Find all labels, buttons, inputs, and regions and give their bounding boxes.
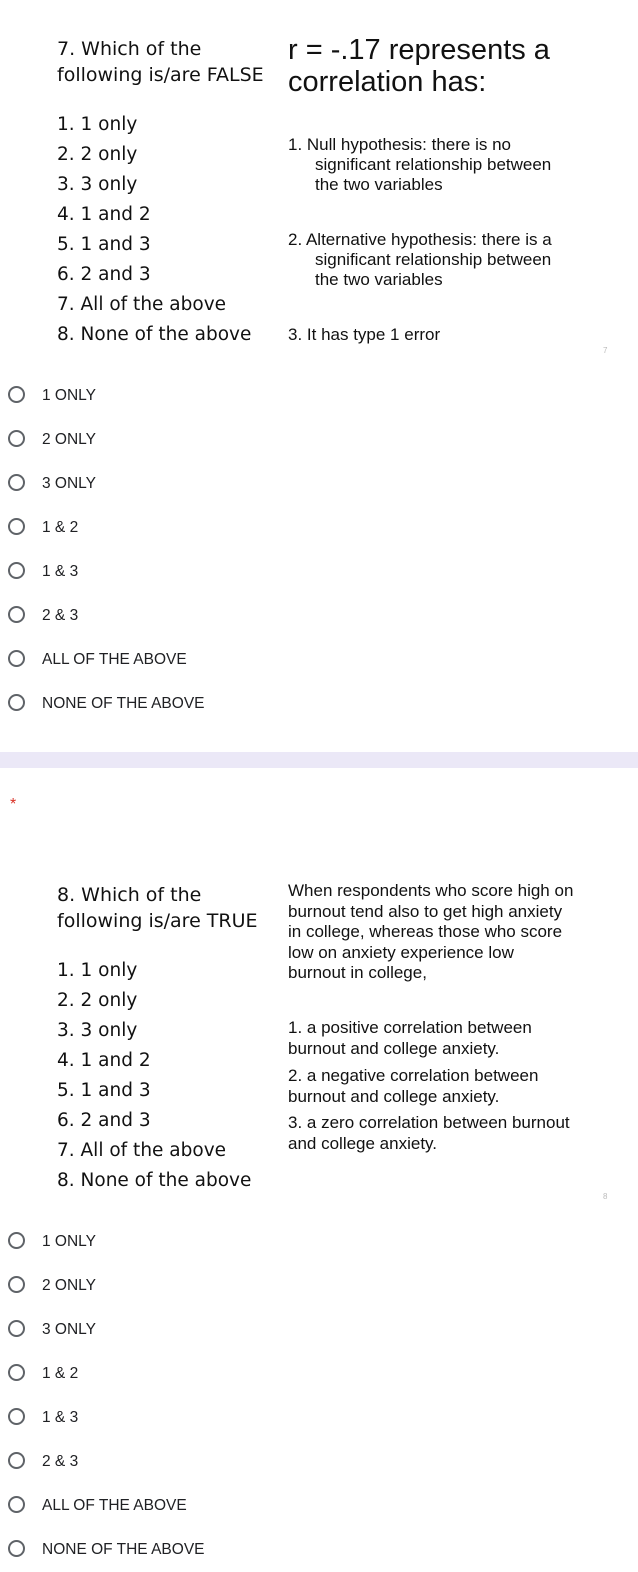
radio-button[interactable] xyxy=(8,1452,25,1469)
option-label: 1 ONLY xyxy=(42,1233,96,1250)
q7-choice: 8. None of the above xyxy=(57,324,252,345)
q7-title-line2: following is/are FALSE xyxy=(57,64,264,86)
option-label: NONE OF THE ABOVE xyxy=(42,1541,205,1558)
radio-button[interactable] xyxy=(8,1320,25,1337)
q7-choice: 2. 2 only xyxy=(57,144,138,165)
q7-choice: 3. 3 only xyxy=(57,174,138,195)
q8-statement-3-line1: 3. a zero correlation between burnout xyxy=(288,1113,570,1132)
q7-statement-2-line1: 2. Alternative hypothesis: there is a xyxy=(288,230,552,249)
radio-button[interactable] xyxy=(8,562,25,579)
q8-intro-line: low on anxiety experience low xyxy=(288,942,514,962)
option-label: 2 & 3 xyxy=(42,1453,79,1470)
radio-button[interactable] xyxy=(8,474,25,491)
q8-page-number: 8 xyxy=(603,1192,608,1201)
q8-title-line1: 8. Which of the xyxy=(57,884,202,906)
q7-page-number: 7 xyxy=(603,346,608,355)
q8-option-none[interactable] xyxy=(0,1528,638,1572)
q7-heading-line2: correlation has: xyxy=(288,66,487,98)
q7-choice: 1. 1 only xyxy=(57,114,138,135)
q8-choice: 3. 3 only xyxy=(57,1020,138,1041)
radio-button[interactable] xyxy=(8,1276,25,1293)
option-label: 3 ONLY xyxy=(42,475,96,492)
question-7-image xyxy=(0,0,638,370)
q7-statement-2-line3: the two variables xyxy=(315,270,443,289)
option-label: ALL OF THE ABOVE xyxy=(42,1497,187,1514)
q8-choice: 7. All of the above xyxy=(57,1140,227,1161)
option-label: 1 ONLY xyxy=(42,387,96,404)
q7-choice-list xyxy=(57,110,251,350)
q8-statement-2 xyxy=(288,1066,538,1107)
q8-option-1-and-3[interactable] xyxy=(0,1396,638,1440)
option-label: 3 ONLY xyxy=(42,1321,96,1338)
radio-button[interactable] xyxy=(8,1232,25,1249)
q8-statement-2-line1: 2. a negative correlation between xyxy=(288,1066,539,1085)
q8-statement-3-line2: and college anxiety. xyxy=(288,1133,438,1153)
q7-option-none[interactable] xyxy=(0,682,638,726)
option-label: 2 & 3 xyxy=(42,607,79,624)
q7-title xyxy=(57,36,264,88)
radio-button[interactable] xyxy=(8,1496,25,1513)
q7-statement-3: 3. It has type 1 error xyxy=(288,325,441,344)
q7-heading-line1: r = -.17 represents a xyxy=(288,34,550,66)
q7-option-2-only[interactable] xyxy=(0,418,638,462)
radio-button[interactable] xyxy=(8,650,25,667)
option-label: 1 & 2 xyxy=(42,519,79,536)
q7-statement-1-line3: the two variables xyxy=(315,175,443,194)
q8-statement-1-line2: burnout and college anxiety. xyxy=(288,1038,500,1058)
option-label: 1 & 3 xyxy=(42,563,79,580)
q7-title-line1: 7. Which of the xyxy=(57,38,202,60)
q8-intro-line: When respondents who score high on xyxy=(288,881,574,900)
q8-choice-list xyxy=(57,956,251,1196)
q8-title xyxy=(57,882,258,934)
q7-choice: 6. 2 and 3 xyxy=(57,264,151,285)
q8-statement-1-line1: 1. a positive correlation between xyxy=(288,1018,532,1037)
q7-option-1-only[interactable] xyxy=(0,374,638,418)
q8-intro-line: burnout in college, xyxy=(288,963,427,982)
q7-choice: 7. All of the above xyxy=(57,294,227,315)
question-8-image xyxy=(0,870,638,1215)
radio-button[interactable] xyxy=(8,1364,25,1381)
option-label: 2 ONLY xyxy=(42,1277,96,1294)
q7-option-1-and-3[interactable] xyxy=(0,550,638,594)
q8-choice: 5. 1 and 3 xyxy=(57,1080,151,1101)
q8-choice: 2. 2 only xyxy=(57,990,138,1011)
q8-choice: 8. None of the above xyxy=(57,1170,252,1191)
q8-choice: 6. 2 and 3 xyxy=(57,1110,151,1131)
option-label: NONE OF THE ABOVE xyxy=(42,695,205,712)
radio-button[interactable] xyxy=(8,430,25,447)
q8-title-line2: following is/are TRUE xyxy=(57,910,258,932)
radio-button[interactable] xyxy=(8,694,25,711)
q7-option-all[interactable] xyxy=(0,638,638,682)
q8-option-2-and-3[interactable] xyxy=(0,1440,638,1484)
radio-button[interactable] xyxy=(8,518,25,535)
q8-option-2-only[interactable] xyxy=(0,1264,638,1308)
required-asterisk: * xyxy=(10,796,17,813)
q8-statement-3 xyxy=(288,1113,570,1154)
radio-button[interactable] xyxy=(8,1540,25,1557)
radio-button[interactable] xyxy=(8,386,25,403)
option-label: 2 ONLY xyxy=(42,431,96,448)
section-divider xyxy=(0,752,638,768)
q8-choice: 4. 1 and 2 xyxy=(57,1050,151,1071)
radio-button[interactable] xyxy=(8,606,25,623)
radio-button[interactable] xyxy=(8,1408,25,1425)
q8-option-1-and-2[interactable] xyxy=(0,1352,638,1396)
q8-intro-line: burnout tend also to get high anxiety xyxy=(288,901,563,921)
q8-choice: 1. 1 only xyxy=(57,960,138,981)
q7-statement-1-line2: significant relationship between xyxy=(315,155,552,174)
q7-statement-1-line1: 1. Null hypothesis: there is no xyxy=(288,135,512,154)
q7-statement-1 xyxy=(288,135,551,195)
q8-option-3-only[interactable] xyxy=(0,1308,638,1352)
q7-option-1-and-2[interactable] xyxy=(0,506,638,550)
option-label: ALL OF THE ABOVE xyxy=(42,651,187,668)
q7-option-2-and-3[interactable] xyxy=(0,594,638,638)
q8-option-all[interactable] xyxy=(0,1484,638,1528)
q7-option-3-only[interactable] xyxy=(0,462,638,506)
q8-intro xyxy=(288,881,573,984)
q7-statement-2-line2: significant relationship between xyxy=(315,250,552,269)
q7-statement-2 xyxy=(288,230,552,290)
q8-statement-1 xyxy=(288,1018,532,1059)
q8-intro-line: in college, whereas those who score xyxy=(288,922,563,941)
q7-choice: 4. 1 and 2 xyxy=(57,204,151,225)
q7-heading xyxy=(288,34,550,98)
q7-choice: 5. 1 and 3 xyxy=(57,234,151,255)
q8-statement-2-line2: burnout and college anxiety. xyxy=(288,1086,500,1106)
q8-option-1-only[interactable] xyxy=(0,1220,638,1264)
option-label: 1 & 2 xyxy=(42,1365,79,1382)
option-label: 1 & 3 xyxy=(42,1409,79,1426)
